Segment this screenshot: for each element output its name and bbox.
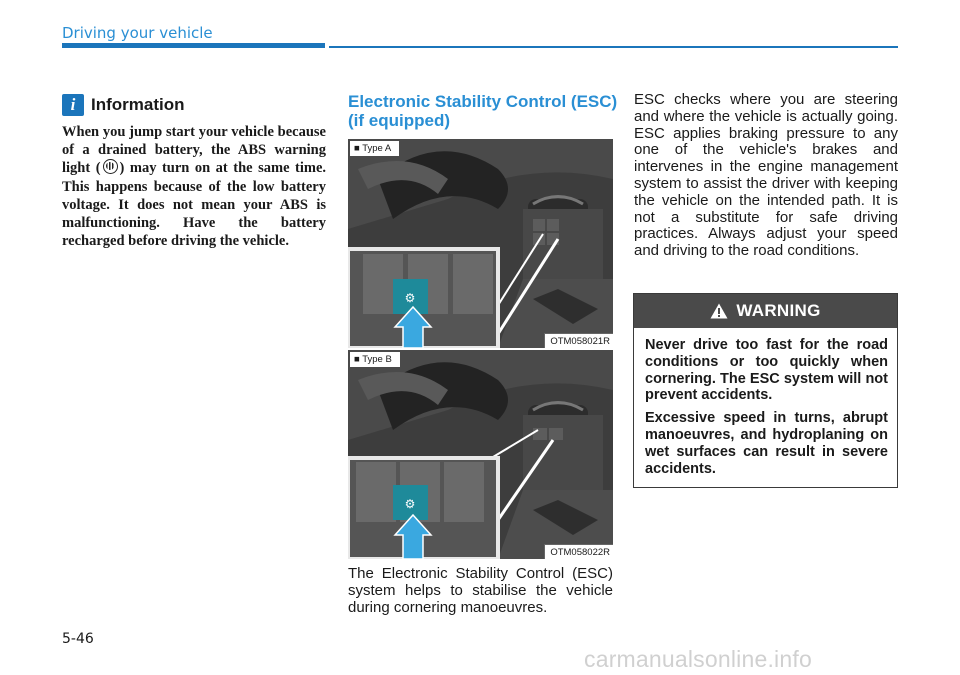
information-text-before: When you jump start your vehicle because of a drained battery, the ABS warning light ( [62,124,326,177]
warning-paragraph: Excessive speed in turns, abrupt manoeuvres, and hydroplaning on wet surfaces can result in severe accidents. [645,410,888,477]
information-text-after: ) may turn on at the same time. This happens because of the low battery voltage. It does not mean your ABS is malfunctioning. Have the battery recharged before driving the vehicle. [62,160,326,250]
watermark: carmanualsonline.info [584,646,812,672]
warning-triangle-icon [710,303,728,319]
figure-type-a [348,139,613,348]
dashboard-illustration-b [348,350,613,559]
info-icon: i [62,94,84,116]
figure-code-b: OTM058022R [544,544,613,559]
page-number: 5-46 [62,631,94,647]
dashboard-illustration-a [348,139,613,348]
svg-text:⚙: ⚙ [404,497,416,511]
warning-label: WARNING [736,301,821,320]
svg-text:⚙: ⚙ [404,291,416,305]
type-b-label: ■ Type B [350,352,400,367]
figure-type-b [348,350,613,559]
warning-box [633,293,898,488]
information-heading [62,94,185,116]
warning-paragraph: Never drive too fast for the road conditions or too quickly when cornering. The ESC system will not prevent accidents. [645,337,888,404]
section-header: Driving your vehicle [62,24,213,42]
esc-heading: Electronic Stability Control (ESC) (if equipped) [348,92,618,130]
warning-header [634,294,897,328]
header-rule-thin [329,46,898,48]
esc-details: ESC checks where you are steering and where the vehicle is actually going. ESC applies braking pressure to any one of the vehicle's brakes and intervenes in the engine management system to assist the driver with keeping the vehicle on the intended path. It is not a substitute for safe driving practices. Always adjust your speed and driving to the road conditions. [634,91,898,260]
esc-description: The Electronic Stability Control (ESC) system helps to stabilise the vehicle during cornering manoeuvres. [348,565,613,616]
information-title: Information [91,95,185,114]
type-a-label: ■ Type A [350,141,399,156]
header-rule-thick [62,43,325,48]
abs-warning-icon [103,159,118,174]
information-text [62,123,326,250]
figure-code-a: OTM058021R [544,333,613,348]
